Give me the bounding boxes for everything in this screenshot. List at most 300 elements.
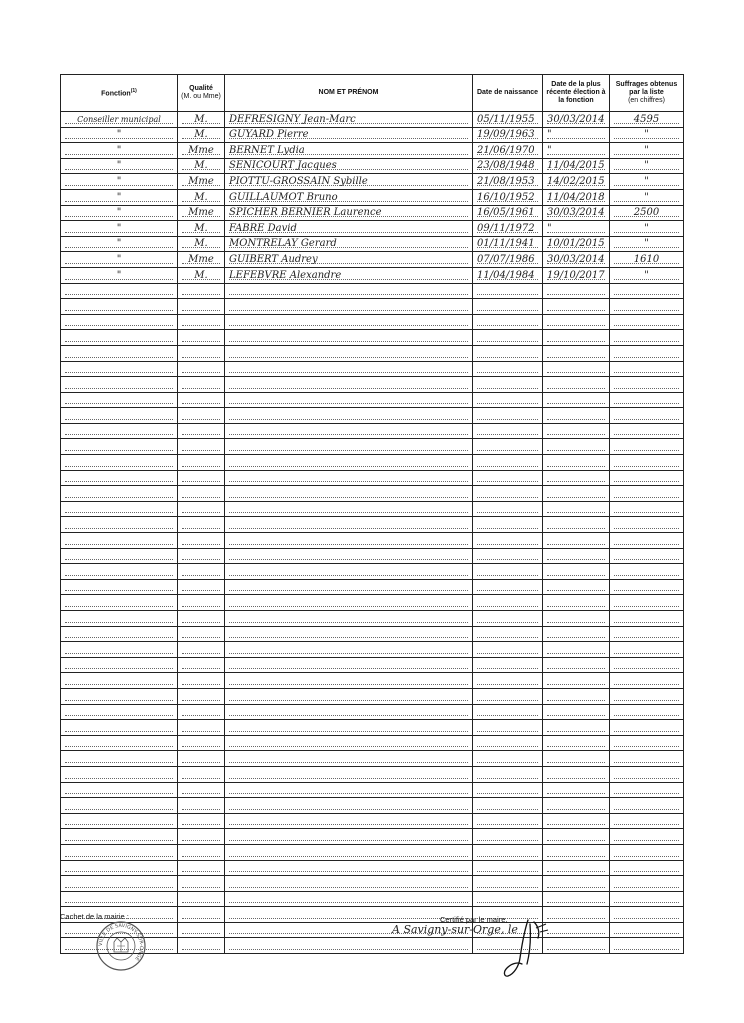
cell-election — [543, 860, 610, 876]
cell-nom — [225, 564, 473, 580]
table-row — [61, 844, 684, 860]
cell-nom — [225, 470, 473, 486]
table-row — [61, 470, 684, 486]
cell-fonction — [61, 221, 178, 237]
cell-naissance — [473, 876, 543, 892]
table-row — [61, 720, 684, 736]
cell-nom — [225, 143, 473, 159]
cell-election — [543, 205, 610, 221]
cell-nom — [225, 813, 473, 829]
cell-naissance — [473, 782, 543, 798]
cell-election — [543, 470, 610, 486]
cell-election — [543, 688, 610, 704]
cell-fonction — [61, 626, 178, 642]
cell-nom — [225, 299, 473, 315]
cell-election — [543, 579, 610, 595]
cell-election — [543, 938, 610, 954]
table-row — [61, 673, 684, 689]
header-election: Date de la plus récente élection à la fonction — [543, 75, 610, 112]
cell-naissance — [473, 174, 543, 190]
cell-suffrages — [610, 611, 684, 627]
cell-naissance — [473, 486, 543, 502]
cell-suffrages — [610, 922, 684, 938]
cell-qualite — [178, 813, 225, 829]
cell-fonction — [61, 205, 178, 221]
table-row — [61, 907, 684, 923]
cell-fonction — [61, 267, 178, 283]
cell-nom — [225, 158, 473, 174]
cell-election — [543, 283, 610, 299]
table-row — [61, 299, 684, 315]
cell-election — [543, 361, 610, 377]
cell-nom — [225, 236, 473, 252]
handwritten-nom: PIOTTU-GROSSAIN Sybille — [229, 175, 368, 187]
cell-nom — [225, 798, 473, 814]
cell-fonction — [61, 377, 178, 393]
cell-election — [543, 922, 610, 938]
cell-election — [543, 751, 610, 767]
table-row — [61, 517, 684, 533]
handwritten-fonction: " — [116, 253, 122, 265]
cell-naissance — [473, 189, 543, 205]
cell-qualite — [178, 236, 225, 252]
handwritten-qualite: M. — [194, 113, 208, 125]
cell-nom — [225, 938, 473, 954]
cell-qualite — [178, 766, 225, 782]
cell-nom — [225, 907, 473, 923]
cell-fonction — [61, 642, 178, 658]
cell-nom — [225, 377, 473, 393]
table-row — [61, 595, 684, 611]
cell-nom — [225, 704, 473, 720]
cell-nom — [225, 486, 473, 502]
cell-nom — [225, 205, 473, 221]
cell-election — [543, 143, 610, 159]
cell-naissance — [473, 564, 543, 580]
cell-suffrages — [610, 844, 684, 860]
cell-nom — [225, 189, 473, 205]
cell-qualite — [178, 798, 225, 814]
cell-nom — [225, 408, 473, 424]
cell-fonction — [61, 314, 178, 330]
header-nom: NOM ET PRÉNOM — [225, 75, 473, 112]
city-seal-stamp — [95, 920, 147, 972]
cell-suffrages — [610, 657, 684, 673]
cell-naissance — [473, 299, 543, 315]
cell-suffrages — [610, 221, 684, 237]
cell-suffrages — [610, 470, 684, 486]
cell-nom — [225, 252, 473, 268]
handwritten-suffrages: 1610 — [633, 253, 660, 265]
table-row — [61, 345, 684, 361]
mayor-signature — [500, 918, 550, 980]
handwritten-qualite: M. — [194, 191, 208, 203]
handwritten-election: 19/10/2017 — [547, 269, 605, 281]
cell-suffrages — [610, 267, 684, 283]
cell-fonction — [61, 158, 178, 174]
cell-election — [543, 267, 610, 283]
cell-naissance — [473, 642, 543, 658]
cell-suffrages — [610, 735, 684, 751]
table-row — [61, 611, 684, 627]
table-row — [61, 236, 684, 252]
cell-naissance — [473, 579, 543, 595]
cell-election — [543, 844, 610, 860]
cell-election — [543, 782, 610, 798]
handwritten-qualite: Mme — [188, 207, 214, 219]
handwritten-fonction: " — [116, 191, 122, 203]
cell-fonction — [61, 751, 178, 767]
handwritten-naissance: 05/11/1955 — [477, 113, 535, 125]
cell-nom — [225, 782, 473, 798]
cell-qualite — [178, 112, 225, 128]
cell-naissance — [473, 688, 543, 704]
cell-suffrages — [610, 236, 684, 252]
handwritten-nom: GUIBERT Audrey — [229, 253, 318, 265]
handwritten-suffrages: 4595 — [633, 113, 660, 125]
cell-qualite — [178, 361, 225, 377]
cell-nom — [225, 548, 473, 564]
cell-election — [543, 174, 610, 190]
cell-fonction — [61, 283, 178, 299]
handwritten-election: 11/04/2018 — [547, 191, 605, 203]
handwritten-fonction: Conseiller municipal — [77, 114, 161, 124]
cell-election — [543, 891, 610, 907]
cell-qualite — [178, 174, 225, 190]
header-naissance: Date de naissance — [473, 75, 543, 112]
cell-qualite — [178, 423, 225, 439]
cell-election — [543, 595, 610, 611]
table-row — [61, 486, 684, 502]
cell-naissance — [473, 501, 543, 517]
handwritten-election: 30/03/2014 — [547, 207, 605, 219]
cell-fonction — [61, 189, 178, 205]
table-row — [61, 377, 684, 393]
cell-naissance — [473, 377, 543, 393]
cell-fonction — [61, 439, 178, 455]
cell-qualite — [178, 595, 225, 611]
cell-naissance — [473, 267, 543, 283]
cell-suffrages — [610, 361, 684, 377]
cell-suffrages — [610, 751, 684, 767]
cell-suffrages — [610, 314, 684, 330]
handwritten-fonction: " — [116, 207, 122, 219]
cell-suffrages — [610, 813, 684, 829]
handwritten-fonction: " — [116, 222, 122, 234]
cell-qualite — [178, 221, 225, 237]
cell-suffrages — [610, 673, 684, 689]
cell-naissance — [473, 813, 543, 829]
handwritten-suffrages: " — [644, 269, 649, 281]
cell-fonction — [61, 813, 178, 829]
handwritten-election: 10/01/2015 — [547, 238, 605, 250]
cell-fonction — [61, 423, 178, 439]
handwritten-nom: SENICOURT Jacques — [229, 160, 337, 172]
cell-suffrages — [610, 345, 684, 361]
cell-suffrages — [610, 860, 684, 876]
cell-suffrages — [610, 283, 684, 299]
cell-qualite — [178, 579, 225, 595]
cell-suffrages — [610, 423, 684, 439]
handwritten-fonction: " — [116, 175, 122, 187]
table-row — [61, 361, 684, 377]
handwritten-fonction: " — [116, 238, 122, 250]
handwritten-fonction: " — [116, 144, 122, 156]
cell-qualite — [178, 408, 225, 424]
cell-nom — [225, 735, 473, 751]
signature-place-date: A Savigny-sur-Orge, le — [392, 923, 518, 936]
cell-suffrages — [610, 455, 684, 471]
cell-suffrages — [610, 579, 684, 595]
handwritten-suffrages: 2500 — [633, 207, 660, 219]
table-row — [61, 283, 684, 299]
cell-suffrages — [610, 392, 684, 408]
table-row — [61, 688, 684, 704]
cell-naissance — [473, 236, 543, 252]
cell-nom — [225, 751, 473, 767]
handwritten-naissance: 21/08/1953 — [477, 175, 535, 187]
cell-election — [543, 548, 610, 564]
cell-suffrages — [610, 517, 684, 533]
cell-suffrages — [610, 642, 684, 658]
cell-election — [543, 345, 610, 361]
cell-qualite — [178, 127, 225, 143]
table-row — [61, 252, 684, 268]
cell-nom — [225, 533, 473, 549]
cell-qualite — [178, 564, 225, 580]
cell-qualite — [178, 673, 225, 689]
handwritten-qualite: M. — [194, 160, 208, 172]
cell-qualite — [178, 517, 225, 533]
cell-nom — [225, 455, 473, 471]
handwritten-qualite: Mme — [188, 253, 214, 265]
cell-qualite — [178, 844, 225, 860]
handwritten-suffrages: " — [644, 175, 649, 187]
header-qualite: Qualité (M. ou Mme) — [178, 75, 225, 112]
cell-qualite — [178, 143, 225, 159]
cell-fonction — [61, 876, 178, 892]
cell-nom — [225, 112, 473, 128]
handwritten-fonction: " — [116, 160, 122, 172]
cell-fonction — [61, 408, 178, 424]
table-row — [61, 408, 684, 424]
handwritten-naissance: 11/04/1984 — [477, 269, 535, 281]
table-row — [61, 564, 684, 580]
cell-qualite — [178, 657, 225, 673]
cell-nom — [225, 766, 473, 782]
cell-naissance — [473, 626, 543, 642]
handwritten-election: 30/03/2014 — [547, 253, 605, 265]
cell-qualite — [178, 205, 225, 221]
table-row — [61, 267, 684, 283]
table-row — [61, 112, 684, 128]
cell-qualite — [178, 642, 225, 658]
cell-qualite — [178, 860, 225, 876]
cell-nom — [225, 844, 473, 860]
cell-fonction — [61, 517, 178, 533]
cell-suffrages — [610, 299, 684, 315]
cell-fonction — [61, 345, 178, 361]
cell-naissance — [473, 517, 543, 533]
table-row — [61, 891, 684, 907]
cell-fonction — [61, 891, 178, 907]
cell-fonction — [61, 782, 178, 798]
cell-election — [543, 876, 610, 892]
cell-fonction — [61, 143, 178, 159]
cell-qualite — [178, 688, 225, 704]
cell-suffrages — [610, 766, 684, 782]
handwritten-naissance: 07/07/1986 — [477, 253, 535, 265]
cell-naissance — [473, 860, 543, 876]
table-row — [61, 314, 684, 330]
cell-qualite — [178, 189, 225, 205]
handwritten-qualite: Mme — [188, 144, 214, 156]
cell-nom — [225, 595, 473, 611]
cell-qualite — [178, 345, 225, 361]
cell-qualite — [178, 829, 225, 845]
cell-naissance — [473, 392, 543, 408]
table-row — [61, 704, 684, 720]
cell-fonction — [61, 470, 178, 486]
handwritten-suffrages: " — [644, 238, 649, 250]
handwritten-naissance: 19/09/1963 — [477, 129, 535, 141]
cell-fonction — [61, 330, 178, 346]
cell-naissance — [473, 252, 543, 268]
cell-naissance — [473, 751, 543, 767]
cell-fonction — [61, 299, 178, 315]
table-row — [61, 860, 684, 876]
cell-nom — [225, 657, 473, 673]
cell-qualite — [178, 158, 225, 174]
cell-qualite — [178, 876, 225, 892]
cell-election — [543, 189, 610, 205]
cell-election — [543, 517, 610, 533]
cell-election — [543, 501, 610, 517]
cell-election — [543, 377, 610, 393]
seal-text: VILLE DE SAVIGNY-SUR-ORGE — [97, 922, 145, 962]
cell-qualite — [178, 907, 225, 923]
cell-naissance — [473, 345, 543, 361]
cell-election — [543, 704, 610, 720]
cell-suffrages — [610, 564, 684, 580]
cell-nom — [225, 330, 473, 346]
cell-fonction — [61, 486, 178, 502]
cell-qualite — [178, 314, 225, 330]
handwritten-nom: GUYARD Pierre — [229, 129, 309, 141]
cell-election — [543, 221, 610, 237]
cell-election — [543, 533, 610, 549]
cell-suffrages — [610, 907, 684, 923]
cell-suffrages — [610, 205, 684, 221]
handwritten-qualite: M. — [194, 129, 208, 141]
cell-fonction — [61, 735, 178, 751]
cell-naissance — [473, 891, 543, 907]
cell-suffrages — [610, 829, 684, 845]
cell-election — [543, 112, 610, 128]
table-row — [61, 751, 684, 767]
cell-nom — [225, 392, 473, 408]
table-row — [61, 533, 684, 549]
cell-nom — [225, 642, 473, 658]
cell-naissance — [473, 127, 543, 143]
cell-nom — [225, 891, 473, 907]
handwritten-qualite: M. — [194, 238, 208, 250]
cell-election — [543, 626, 610, 642]
cell-suffrages — [610, 330, 684, 346]
handwritten-election: " — [547, 144, 552, 156]
cell-nom — [225, 361, 473, 377]
cell-nom — [225, 720, 473, 736]
handwritten-suffrages: " — [644, 222, 649, 234]
header-suffrages-sub: (en chiffres) — [628, 97, 665, 104]
handwritten-nom: DEFRESIGNY Jean-Marc — [229, 113, 356, 125]
cell-qualite — [178, 922, 225, 938]
table-row — [61, 938, 684, 954]
cell-election — [543, 829, 610, 845]
cell-qualite — [178, 611, 225, 627]
cell-fonction — [61, 766, 178, 782]
cell-election — [543, 392, 610, 408]
handwritten-nom: SPICHER BERNIER Laurence — [229, 207, 382, 219]
table-row — [61, 642, 684, 658]
handwritten-naissance: 16/10/1952 — [477, 191, 535, 203]
cell-nom — [225, 345, 473, 361]
cell-nom — [225, 626, 473, 642]
cell-naissance — [473, 829, 543, 845]
cell-naissance — [473, 408, 543, 424]
cell-naissance — [473, 361, 543, 377]
cell-qualite — [178, 720, 225, 736]
table-row — [61, 829, 684, 845]
cell-election — [543, 439, 610, 455]
cell-nom — [225, 611, 473, 627]
cell-naissance — [473, 221, 543, 237]
cell-fonction — [61, 860, 178, 876]
cell-nom — [225, 501, 473, 517]
cell-nom — [225, 423, 473, 439]
cell-fonction — [61, 392, 178, 408]
handwritten-nom: MONTRELAY Gerard — [229, 238, 337, 250]
cell-fonction — [61, 844, 178, 860]
cell-nom — [225, 579, 473, 595]
cell-naissance — [473, 205, 543, 221]
cell-suffrages — [610, 704, 684, 720]
cell-naissance — [473, 470, 543, 486]
header-qualite-sub: (M. ou Mme) — [181, 93, 221, 100]
cell-fonction — [61, 673, 178, 689]
table-header-row — [61, 75, 684, 112]
cell-election — [543, 408, 610, 424]
cell-naissance — [473, 439, 543, 455]
cell-qualite — [178, 252, 225, 268]
cell-qualite — [178, 938, 225, 954]
cell-election — [543, 611, 610, 627]
cell-suffrages — [610, 688, 684, 704]
cell-suffrages — [610, 143, 684, 159]
table-row — [61, 221, 684, 237]
cell-fonction — [61, 704, 178, 720]
cell-suffrages — [610, 501, 684, 517]
cell-naissance — [473, 735, 543, 751]
cell-election — [543, 766, 610, 782]
table-row — [61, 876, 684, 892]
table-row — [61, 548, 684, 564]
cell-nom — [225, 829, 473, 845]
cell-fonction — [61, 657, 178, 673]
footnote-marker: (1) — [130, 88, 137, 95]
handwritten-naissance: 01/11/1941 — [477, 238, 535, 250]
cell-naissance — [473, 330, 543, 346]
